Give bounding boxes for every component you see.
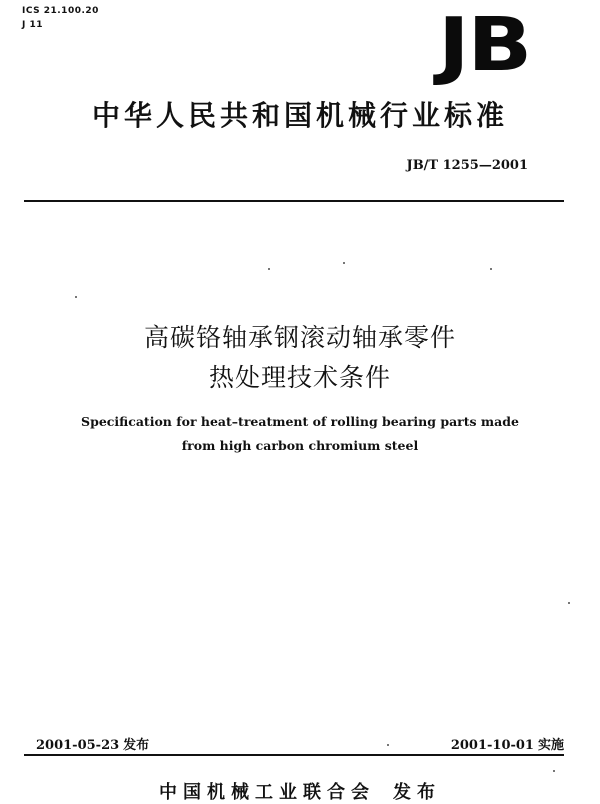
organization-title: 中华人民共和国机械行业标准 (91, 99, 508, 132)
scan-speck (268, 268, 270, 270)
title-cn-line2: 热处理技术条件 (208, 363, 391, 392)
scan-speck (75, 296, 77, 298)
title-en-line2: from high carbon chromium steel (181, 438, 419, 453)
ccs-code: J 11 (22, 20, 44, 30)
title-en-line1: Specification for heat–treatment of rolling bearing parts made (81, 414, 519, 429)
implementation-label: 实施 (537, 738, 564, 753)
issue-label: 发布 (123, 738, 150, 753)
scan-speck (490, 268, 492, 270)
classification-codes (22, 4, 99, 32)
bottom-divider (24, 754, 564, 756)
scan-speck (568, 602, 570, 604)
issuer-action: 发布 (393, 782, 441, 803)
scan-speck (343, 262, 345, 264)
issuer-line (0, 778, 600, 804)
standard-number: JB/T 1255—2001 (406, 158, 528, 173)
ics-code: ICS 21.100.20 (22, 6, 99, 16)
issue-date: 2001-05-23 (36, 738, 120, 753)
title-cn-line1: 高碳铬轴承钢滚动轴承零件 (143, 323, 456, 352)
scan-speck (387, 744, 389, 746)
issuer-name: 中国机械工业联合会 (159, 782, 375, 803)
top-divider (24, 200, 564, 202)
scan-speck (553, 770, 555, 772)
issue-date-block (36, 734, 149, 753)
implementation-date-block (451, 734, 564, 753)
implementation-date: 2001-10-01 (450, 738, 534, 753)
jb-logo: JB (438, 2, 530, 88)
